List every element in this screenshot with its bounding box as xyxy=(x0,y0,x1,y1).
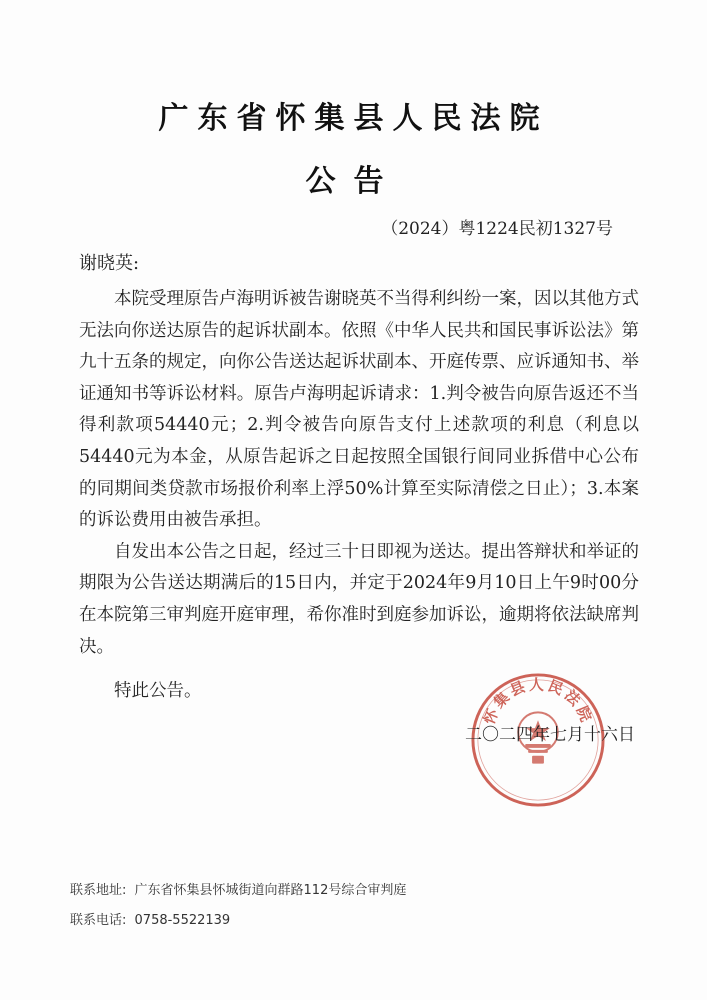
contact-phone xyxy=(70,906,406,936)
contact-footer xyxy=(70,876,406,936)
notice-body xyxy=(79,284,639,663)
address-value: 广东省怀集县怀城街道向群路112号综合审判庭 xyxy=(134,883,407,898)
addressee: 谢晓英: xyxy=(79,253,140,274)
paragraph-1: 本院受理原告卢海明诉被告谢晓英不当得利纠纷一案，因以其他方式无法向你送达原告的起诉状副本。依照《中华人民共和国民事诉讼法》第九十五条的规定，向你公告送达起诉状副本、开庭传票、应诉通知书、举证通知书等诉讼材料。原告卢海明起诉请求：1.判令被告向原告返还不当得利款项54440元；2.判令被告向原告支付上述款项的利息（利息以54440元为本金，从原告起诉之日起按照全国银行间同业拆借中心公布的同期间类贷款市场报价利率上浮50%计算至实际清偿之日止）；3.本案的诉讼费用由被告承担。 xyxy=(79,289,639,531)
contact-address xyxy=(70,876,406,906)
paragraph-2: 自发出本公告之日起，经过三十日即视为送达。提出答辩状和举证的期限为公告送达期满后的15日内，并定于2024年9月10日上午9时00分在本院第三审判庭开庭审理，希你准时到庭参加诉讼，逾期将依法缺席判决。 xyxy=(79,541,639,657)
svg-text:怀集县人民法院: 怀集县人民法院 xyxy=(480,676,596,727)
notice-date: 二〇二四年七月十六日 xyxy=(465,725,635,745)
closing-statement: 特此公告。 xyxy=(114,681,202,701)
court-name: 广东省怀集县人民法院 xyxy=(158,101,549,136)
phone-label: 联系电话: xyxy=(70,913,127,928)
address-label: 联系地址: xyxy=(70,883,127,898)
phone-value: 0758-5522139 xyxy=(134,913,231,928)
document-title: 公告 xyxy=(305,164,402,199)
case-number: （2024）粤1224民初1327号 xyxy=(381,219,613,239)
